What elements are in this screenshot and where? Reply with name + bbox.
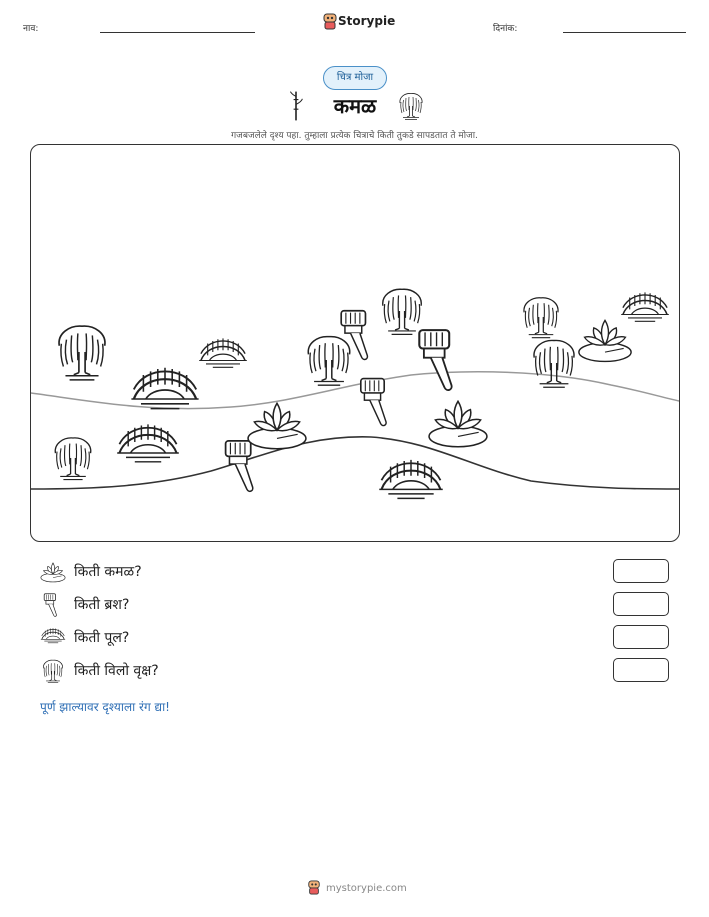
willow-tree bbox=[51, 319, 113, 385]
bridge bbox=[197, 335, 249, 369]
willow-icon bbox=[40, 658, 66, 684]
question-lotus: किती कमळ? bbox=[74, 564, 142, 580]
willow-tree bbox=[527, 335, 581, 391]
answer-box-brush[interactable] bbox=[613, 592, 669, 616]
name-label: नाव: bbox=[23, 24, 39, 34]
name-line[interactable] bbox=[100, 32, 255, 33]
bridge bbox=[377, 455, 445, 501]
answer-box-bridge[interactable] bbox=[613, 625, 669, 649]
brand-name: Storypie bbox=[338, 14, 396, 28]
answer-box-lotus[interactable] bbox=[613, 559, 669, 583]
bridge bbox=[129, 363, 201, 411]
lotus-flower bbox=[427, 395, 489, 451]
paint-brush bbox=[417, 325, 463, 395]
question-brush: किती ब्रश? bbox=[74, 597, 130, 613]
willow-title-icon bbox=[396, 91, 426, 121]
footer-url[interactable]: mystorypie.com bbox=[326, 883, 407, 894]
question-bridge: किती पूल? bbox=[74, 630, 130, 646]
worksheet-type-badge: चित्र मोजा bbox=[323, 66, 387, 90]
question-willow: किती विलो वृक्ष? bbox=[74, 663, 159, 679]
bridge bbox=[115, 420, 181, 464]
lotus-flower bbox=[246, 397, 308, 453]
willow-tree bbox=[518, 293, 564, 341]
bridge-icon bbox=[40, 626, 66, 646]
willow-tree bbox=[49, 433, 97, 483]
date-label: दिनांक: bbox=[493, 24, 518, 34]
paint-brush bbox=[359, 375, 395, 429]
instructions: गजबजलेले दृश्य पहा. तुम्हाला प्रत्येक चित्राचे किती तुकडे सापडतात ते मोजा. bbox=[231, 131, 478, 141]
page-title: कमळ bbox=[333, 94, 377, 118]
coloring-note: पूर्ण झाल्यावर दृश्याला रंग द्या! bbox=[40, 700, 170, 714]
counting-scene bbox=[30, 144, 680, 542]
lotus-flower bbox=[577, 315, 633, 365]
brush-icon bbox=[42, 592, 62, 618]
date-line[interactable] bbox=[563, 32, 686, 33]
paint-brush bbox=[339, 307, 377, 363]
bamboo-icon bbox=[286, 90, 306, 122]
footer-logo-icon bbox=[307, 880, 323, 897]
lotus-icon bbox=[40, 560, 66, 584]
answer-box-willow[interactable] bbox=[613, 658, 669, 682]
